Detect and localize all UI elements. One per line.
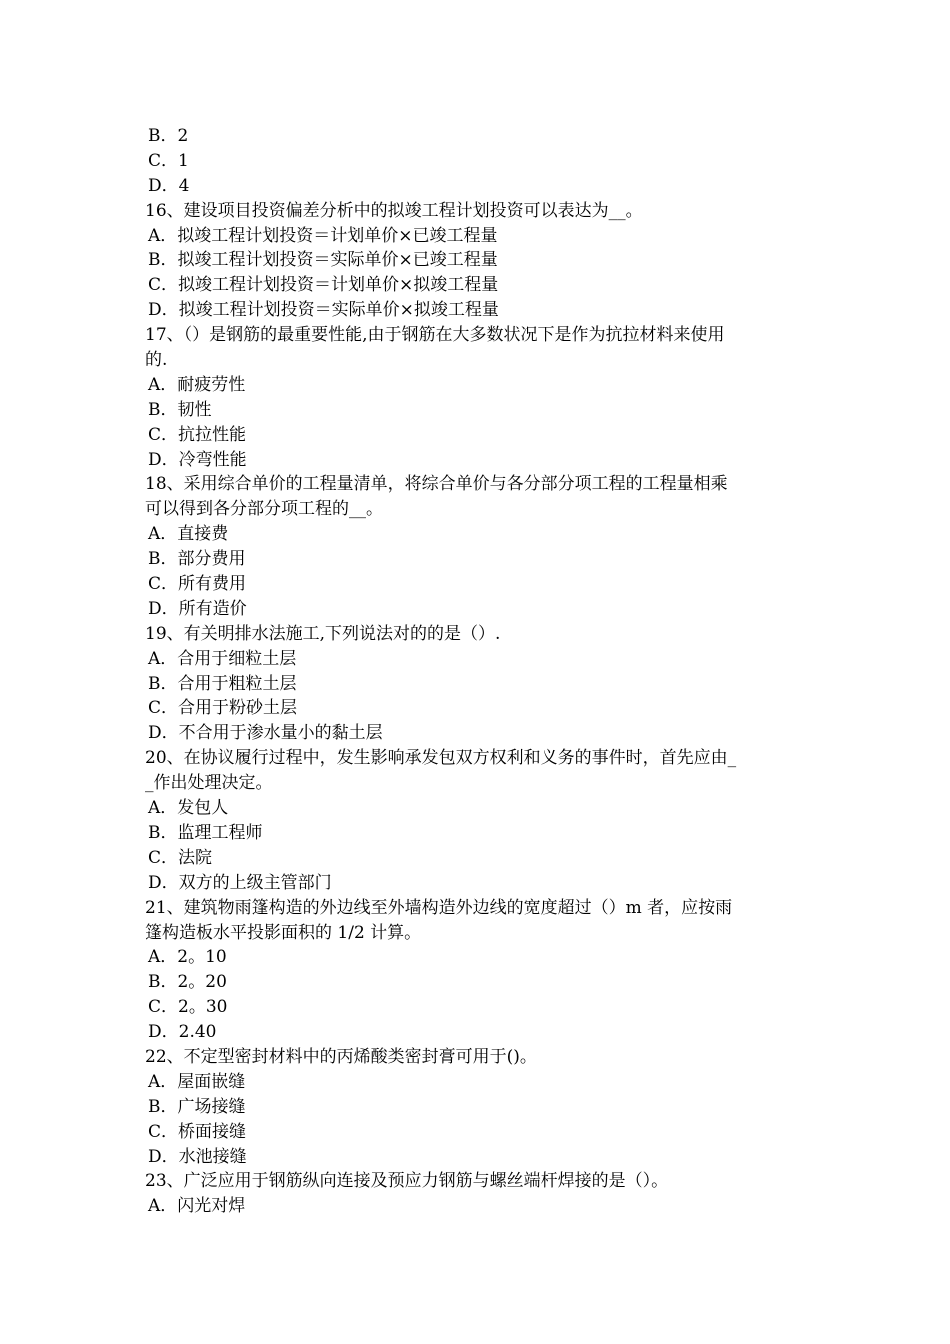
answer-option: A．耐疲劳性	[148, 374, 246, 395]
answer-option: D．水池接缝	[148, 1146, 247, 1167]
question-text: 可以得到各分部分项工程的__。	[145, 499, 383, 520]
answer-option: C．桥面接缝	[148, 1121, 247, 1142]
question-text: 篷构造板水平投影面积的 1/2 计算。	[145, 922, 422, 943]
question-list	[145, 124, 815, 1219]
answer-option: A．拟竣工程计划投资＝计划单价×已竣工程量	[148, 225, 498, 246]
answer-option: D．4	[148, 175, 190, 196]
question-text: 18、采用综合单价的工程量清单，将综合单价与各分部分项工程的工程量相乘	[145, 474, 728, 495]
question-text: 20、在协议履行过程中，发生影响承发包双方权利和义务的事件时，首先应由_	[145, 748, 737, 769]
answer-option: B．合用于粗粒土层	[148, 673, 297, 694]
answer-option: A．发包人	[148, 798, 229, 819]
answer-option: B．韧性	[148, 399, 212, 420]
answer-option: D．冷弯性能	[148, 449, 247, 470]
answer-option: A．闪光对焊	[148, 1196, 246, 1217]
answer-option: C．抗拉性能	[148, 424, 247, 445]
question-text: 23、广泛应用于钢筋纵向连接及预应力钢筋与螺丝端杆焊接的是（）。	[145, 1171, 669, 1192]
question-text: 22、不定型密封材料中的丙烯酸类密封膏可用于()。	[145, 1046, 537, 1067]
question-text: 16、建设项目投资偏差分析中的拟竣工程计划投资可以表达为__。	[145, 200, 643, 221]
answer-option: A．屋面嵌缝	[148, 1071, 246, 1092]
answer-option: C．合用于粉砂土层	[148, 698, 298, 719]
answer-option: B．拟竣工程计划投资＝实际单价×已竣工程量	[148, 250, 498, 271]
answer-option: C．1	[148, 150, 189, 171]
answer-option: D．不合用于渗水量小的黏土层	[148, 723, 383, 744]
answer-option: B．2	[148, 126, 189, 146]
question-text: _作出处理决定。	[145, 773, 273, 794]
answer-option: B．2。20	[148, 972, 227, 993]
answer-option: A．2。10	[148, 947, 227, 968]
answer-option: C．2。30	[148, 997, 228, 1018]
answer-option: C．法院	[148, 847, 213, 868]
answer-option: C．所有费用	[148, 574, 247, 595]
answer-option: B．部分费用	[148, 549, 246, 570]
question-text: 17、（）是钢筋的最重要性能,由于钢筋在大多数状况下是作为抗拉材料来使用	[145, 325, 725, 346]
answer-option: D．所有造价	[148, 598, 247, 619]
answer-option: A．合用于细粒土层	[148, 648, 297, 669]
answer-option: A．直接费	[148, 524, 229, 545]
question-text: 19、有关明排水法施工,下列说法对的的是（）.	[145, 623, 501, 644]
answer-option: D．双方的上级主管部门	[148, 872, 332, 893]
answer-option: D．2.40	[148, 1022, 217, 1043]
question-text: 的.	[145, 350, 168, 371]
question-text: 21、建筑物雨篷构造的外边线至外墙构造外边线的宽度超过（）m 者，应按雨	[145, 897, 733, 918]
answer-option: C．拟竣工程计划投资＝计划单价×拟竣工程量	[148, 275, 499, 296]
answer-option: D．拟竣工程计划投资＝实际单价×拟竣工程量	[148, 300, 499, 321]
answer-option: B．监理工程师	[148, 822, 263, 843]
answer-option: B．广场接缝	[148, 1096, 246, 1117]
